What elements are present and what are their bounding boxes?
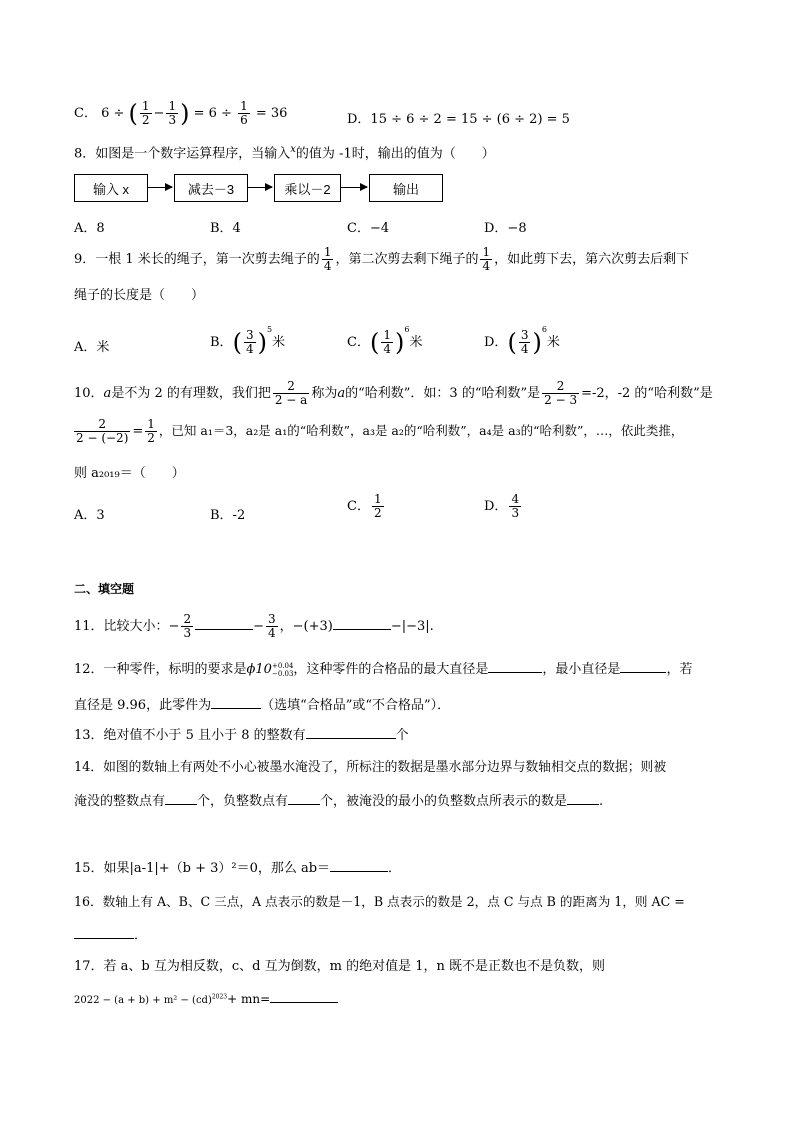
fraction — [266, 613, 278, 640]
numerator: 3 — [520, 328, 529, 342]
stem-text: 10． — [74, 386, 104, 401]
denominator: 4 — [323, 259, 332, 273]
left-paren: ( — [128, 99, 138, 128]
denominator: 2 − a — [274, 393, 308, 407]
flow-box-subtract: 减去－3 — [174, 174, 248, 202]
section-heading: 二、填空题 — [74, 582, 135, 596]
stem-text: 称为 — [311, 386, 338, 401]
fraction — [542, 380, 579, 407]
answer-blank[interactable] — [567, 792, 599, 805]
right-paren: ) — [532, 328, 542, 357]
numerator: 1 — [168, 99, 177, 113]
q11 — [74, 613, 434, 640]
stem-text: （选填“合格品”或“不合格品”）． — [261, 698, 451, 713]
q17-line1: 17．若 a、b 互为相反数，c、d 互为倒数，m 的绝对值是 1，n 既不是正数也不是负数，则 — [74, 959, 605, 974]
tolerance-upper: +0.04 — [271, 661, 294, 670]
fraction — [273, 380, 309, 407]
answer-blank[interactable] — [288, 792, 320, 805]
expression: + mn= — [227, 992, 271, 1006]
q7-option-c — [74, 100, 287, 127]
denominator: 4 — [520, 342, 529, 356]
stem-text: ． — [388, 861, 402, 876]
stem-text: 的值为 -1时，输出的值为（ ） — [295, 146, 495, 162]
exponent: 6 — [541, 325, 547, 334]
q16-line1: 16．数轴上有 A、B、C 三点，A 点表示的数是－1，B 点表示的数是 2，点 C 与点 B 的距离为 1，则 AC = — [74, 894, 685, 909]
q10-option-d — [484, 493, 523, 520]
answer-blank[interactable] — [333, 617, 391, 630]
stem-text: 9．一根 1 米长的绳子，第一次剪去绳子的 — [74, 252, 320, 267]
option-label: C． — [347, 335, 370, 350]
stem-text: ，这种零件的合格品的最大直径是 — [293, 662, 489, 677]
numerator: 2 — [183, 612, 192, 626]
left-paren: ( — [369, 328, 380, 357]
q9-option-a: A．米 — [74, 340, 110, 355]
q8-option-d: D．−8 — [484, 221, 527, 236]
numerator: 2 — [74, 418, 130, 432]
expr-text: 6 ÷ — [101, 106, 125, 121]
expr-text: = 6 ÷ — [193, 106, 232, 121]
numerator: 2 — [273, 380, 309, 394]
denominator: 3 — [183, 626, 192, 640]
right-paren: ) — [180, 99, 190, 128]
q12-line1 — [74, 660, 692, 678]
q10-line2 — [74, 418, 683, 445]
stem-text: =-2，-2 的“哈利数”是 — [581, 386, 713, 401]
stem-text: ，已知 a₁＝3，a₂是 a₁的“哈利数”，a₃是 a₂的“哈利数”，a₄是 a₃的“哈利数”，…，依此类推， — [158, 423, 684, 438]
fraction — [519, 329, 531, 356]
q16-line2 — [74, 926, 147, 944]
q8-option-c: C．−4 — [347, 221, 390, 236]
stem-text: 15．如果|a-1|+（b + 3）²＝0，那么 ab＝ — [74, 861, 331, 876]
tolerance-lower: −0.03 — [271, 669, 294, 678]
fraction — [181, 613, 193, 640]
flow-box-output: 输出 — [369, 174, 443, 202]
q10-option-b: B．-2 — [210, 508, 246, 523]
stem-text: 个 — [395, 728, 409, 743]
answer-blank[interactable] — [211, 696, 261, 709]
answer-blank[interactable] — [165, 792, 197, 805]
q8-stem — [74, 144, 495, 162]
right-paren: ) — [394, 328, 405, 357]
unit: 米 — [272, 335, 286, 350]
stem-text: 12．一种零件，标明的要求是 — [74, 662, 247, 677]
stem-text: 个，负整数点有 — [197, 794, 289, 809]
variable: a — [337, 386, 346, 401]
unit: 米 — [546, 335, 560, 350]
flow-arrow — [148, 187, 172, 188]
stem-text: ，−(+3) — [279, 619, 333, 634]
stem-text: 的“哈利数”．如：3 的“哈利数”是 — [345, 386, 541, 401]
stem-text: − — [253, 619, 264, 634]
fraction — [74, 418, 130, 445]
fraction — [145, 418, 157, 445]
stem-text: 直径是 9.96，此零件为 — [74, 698, 212, 713]
q10-line3: 则 a₂₀₁₉＝（ ） — [74, 466, 185, 481]
fraction — [140, 100, 152, 127]
denominator: 2 − 3 — [544, 393, 578, 407]
exponent: 5 — [266, 325, 273, 334]
denominator: 4 — [245, 342, 254, 356]
numerator: 1 — [147, 417, 155, 431]
fraction — [166, 100, 178, 127]
exponent: 2023 — [211, 993, 228, 1001]
stem-text: ，若 — [666, 662, 693, 677]
numerator: 3 — [267, 612, 276, 626]
q13 — [74, 726, 409, 744]
denominator: 4 — [383, 342, 391, 356]
fraction — [238, 100, 250, 127]
q14-line2 — [74, 792, 603, 810]
numerator: 2 — [542, 380, 579, 394]
q8-option-a: A．8 — [74, 221, 105, 236]
answer-blank[interactable] — [74, 926, 134, 939]
numerator: 1 — [323, 245, 332, 259]
stem-text: 是不为 2 的有理数，我们把 — [111, 386, 271, 401]
option-label: D． — [484, 499, 508, 514]
denominator: 3 — [168, 113, 177, 127]
tolerance — [272, 662, 293, 678]
flow-box-input: 输入 x — [74, 174, 148, 202]
stem-text: 8．如图是一个数字运算程序，当输入 — [74, 146, 291, 162]
stem-text: = — [132, 424, 144, 439]
left-paren: ( — [232, 328, 242, 357]
q12-line2 — [74, 696, 450, 714]
variable: a — [103, 386, 112, 401]
stem-text: ，最小直径是 — [542, 662, 621, 677]
q10-option-a: A．3 — [74, 508, 105, 523]
denominator: 3 — [511, 506, 520, 520]
stem-text: 13．绝对值不小于 5 且小于 8 的整数有 — [74, 728, 306, 743]
exponent: 6 — [404, 325, 410, 334]
flow-arrow — [341, 187, 367, 188]
denominator: 2 — [141, 113, 150, 127]
denominator: 6 — [240, 113, 248, 127]
expr-text: = 36 — [255, 106, 288, 121]
numerator: 4 — [511, 492, 520, 506]
flow-arrow — [248, 187, 272, 188]
q15 — [74, 859, 401, 877]
q17-line2 — [74, 990, 338, 1007]
fraction — [381, 329, 393, 356]
q9-option-d — [484, 325, 560, 356]
stem-text: 淹没的整数点有 — [74, 794, 166, 809]
left-paren: ( — [507, 328, 517, 357]
q9-stem-line2: 绳子的长度是（ ） — [74, 288, 205, 303]
numerator: 1 — [373, 492, 382, 506]
stem-text: ，如此剪下去，第六次剪去后剩下 — [494, 252, 690, 267]
numerator: 1 — [141, 99, 150, 113]
option-label: D． — [484, 335, 508, 350]
fraction — [322, 246, 334, 273]
denominator: 2 — [373, 506, 382, 520]
fraction — [480, 246, 492, 273]
fraction — [372, 493, 384, 520]
minus: − — [153, 106, 165, 121]
expression: 2022 − (a + b) + m² − (cd) — [74, 995, 212, 1006]
answer-blank[interactable] — [620, 660, 666, 673]
numerator: 1 — [240, 99, 248, 113]
answer-blank[interactable] — [270, 990, 338, 1003]
option-label: C． — [347, 499, 370, 514]
denominator: 2 − (−2) — [76, 431, 129, 445]
unit: 米 — [409, 335, 423, 350]
stem-text: . — [599, 794, 604, 809]
q14-line1: 14．如图的数轴上有两处不小心被墨水淹没了，所标注的数据是墨水部分边界与数轴相交点的数据；则被 — [74, 760, 667, 775]
denominator: 2 — [147, 431, 155, 445]
stem-text: 11．比较大小：− — [74, 619, 180, 634]
numerator: 1 — [383, 328, 391, 342]
fraction — [509, 493, 521, 520]
stem-text: ，第二次剪去剩下绳子的 — [335, 252, 479, 267]
diameter-value: ϕ10 — [246, 662, 272, 677]
numerator: 1 — [482, 245, 491, 259]
stem-text: 个，被淹没的最小的负整数点所表示的数是 — [320, 794, 568, 809]
answer-blank[interactable] — [330, 859, 388, 872]
option-label: B． — [210, 335, 233, 350]
q7-option-d: D．15 ÷ 6 ÷ 2 = 15 ÷ (6 ÷ 2) = 5 — [347, 112, 570, 127]
option-label: C． — [74, 106, 97, 121]
q9-option-c — [347, 325, 422, 356]
fraction — [244, 329, 256, 356]
flow-box-multiply: 乘以－2 — [274, 174, 341, 202]
denominator: 4 — [267, 626, 276, 640]
answer-blank[interactable] — [195, 617, 253, 630]
q9-stem-line1 — [74, 246, 689, 273]
answer-blank[interactable] — [488, 660, 542, 673]
denominator: 4 — [482, 259, 491, 273]
variable: x — [290, 144, 296, 155]
stem-text: −|−3|. — [390, 619, 434, 634]
right-paren: ) — [257, 328, 267, 357]
q9-option-b — [210, 325, 285, 356]
q10-option-c — [347, 493, 386, 520]
q8-option-b: B．4 — [210, 221, 241, 236]
answer-blank[interactable] — [306, 726, 396, 739]
stem-text: ． — [134, 928, 148, 943]
q10-line1 — [74, 380, 713, 407]
numerator: 3 — [245, 328, 254, 342]
